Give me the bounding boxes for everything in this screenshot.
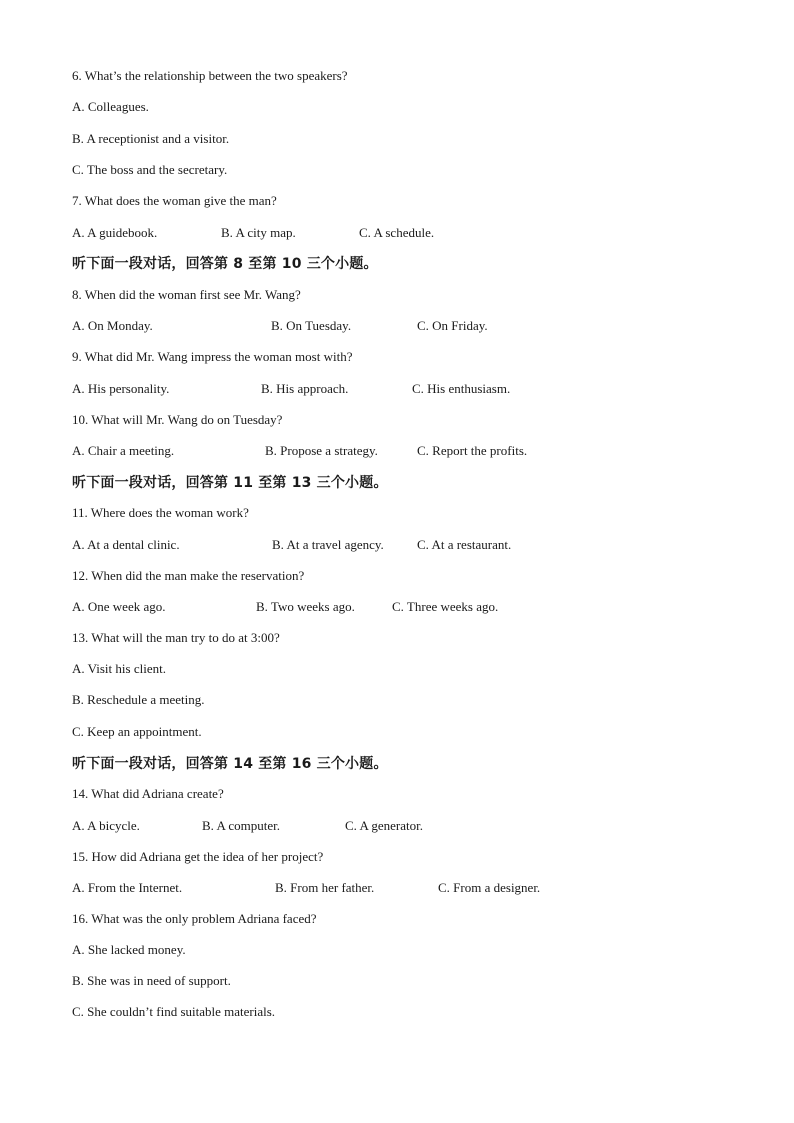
section-heading-11-13: 听下面一段对话，回答第 11 至第 13 三个小题。 — [72, 475, 388, 491]
question-14-option-a: A. A bicycle. — [72, 818, 140, 833]
question-10-option-c: C. Report the profits. — [417, 443, 528, 458]
question-8-option-b: B. On Tuesday. — [271, 318, 352, 333]
question-16-option-c: C. She couldn’t find suitable materials. — [72, 1004, 276, 1019]
question-11: 11. Where does the woman work? — [72, 505, 249, 520]
question-12-option-a: A. One week ago. — [72, 599, 166, 614]
question-9: 9. What did Mr. Wang impress the woman most with? — [72, 349, 353, 364]
question-13: 13. What will the man try to do at 3:00? — [72, 630, 280, 645]
question-10: 10. What will Mr. Wang do on Tuesday? — [72, 412, 283, 427]
question-6-option-a: A. Colleagues. — [72, 99, 149, 114]
question-11-option-a: A. At a dental clinic. — [72, 537, 180, 552]
question-16-option-a: A. She lacked money. — [72, 942, 186, 957]
question-15: 15. How did Adriana get the idea of her project? — [72, 849, 324, 864]
question-14-option-b: B. A computer. — [202, 818, 280, 833]
question-9-option-b: B. His approach. — [261, 381, 349, 396]
question-7-option-c: C. A schedule. — [359, 225, 435, 240]
question-10-option-b: B. Propose a strategy. — [265, 443, 378, 458]
question-13-option-a: A. Visit his client. — [72, 661, 166, 676]
question-8: 8. When did the woman first see Mr. Wang? — [72, 287, 301, 302]
question-16: 16. What was the only problem Adriana faced? — [72, 911, 317, 926]
question-8-option-c: C. On Friday. — [417, 318, 488, 333]
question-12-option-c: C. Three weeks ago. — [392, 599, 499, 614]
question-14: 14. What did Adriana create? — [72, 786, 224, 801]
question-8-option-a: A. On Monday. — [72, 318, 153, 333]
question-16-option-b: B. She was in need of support. — [72, 973, 231, 988]
section-heading-8-10: 听下面一段对话，回答第 8 至第 10 三个小题。 — [72, 256, 378, 272]
question-15-option-a: A. From the Internet. — [72, 880, 183, 895]
question-9-option-a: A. His personality. — [72, 381, 170, 396]
question-12-option-b: B. Two weeks ago. — [256, 599, 355, 614]
question-13-option-b: B. Reschedule a meeting. — [72, 692, 205, 707]
question-10-option-a: A. Chair a meeting. — [72, 443, 175, 458]
question-14-option-c: C. A generator. — [345, 818, 423, 833]
question-11-option-b: B. At a travel agency. — [272, 537, 384, 552]
question-7-option-b: B. A city map. — [221, 225, 296, 240]
question-15-option-b: B. From her father. — [275, 880, 375, 895]
question-13-option-c: C. Keep an appointment. — [72, 724, 202, 739]
question-15-option-c: C. From a designer. — [438, 880, 541, 895]
question-9-option-c: C. His enthusiasm. — [412, 381, 511, 396]
question-11-option-c: C. At a restaurant. — [417, 537, 512, 552]
section-heading-14-16: 听下面一段对话，回答第 14 至第 16 三个小题。 — [72, 756, 388, 772]
question-6-option-c: C. The boss and the secretary. — [72, 162, 228, 177]
question-12: 12. When did the man make the reservation? — [72, 568, 305, 583]
question-6-option-b: B. A receptionist and a visitor. — [72, 131, 230, 146]
question-7: 7. What does the woman give the man? — [72, 193, 277, 208]
question-6: 6. What’s the relationship between the two speakers? — [72, 68, 348, 83]
question-7-option-a: A. A guidebook. — [72, 225, 158, 240]
